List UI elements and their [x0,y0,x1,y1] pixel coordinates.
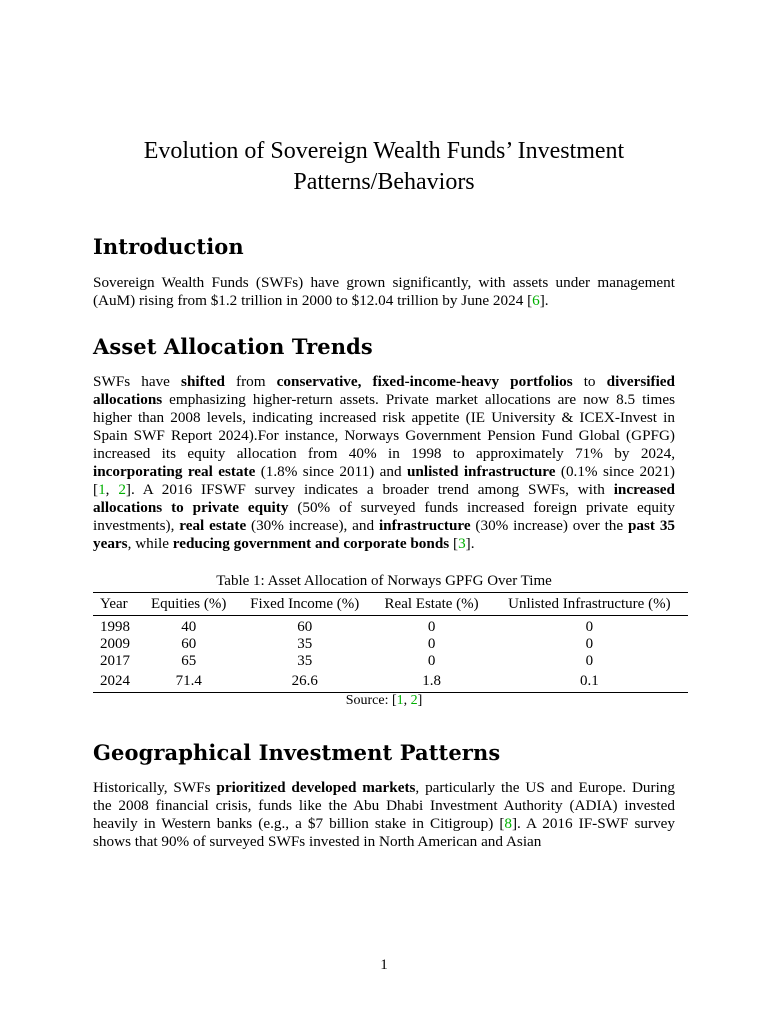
introduction-paragraph: Sovereign Wealth Funds (SWFs) have grown significantly, with assets under management (AuM) rising from $1.2 trillion in 2000 to $12.04 trillion by June 2024 [6]. [93,274,675,309]
column-header: Unlisted Infrastructure (%) [491,593,688,616]
table-header-row [93,593,688,616]
asset-allocation-heading: Asset Allocation Trends [93,334,373,359]
table-source: Source: [1, 2] [345,693,423,708]
geography-paragraph: Historically, SWFs prioritized developed markets, particularly the US and Europe. During the 2008 financial crisis, funds like the Abu Dhabi Investment Authority (ADIA) invested heavily in Western banks (e.g., a $7 billion stake in Citigroup) [8]. A 2016 IF-SWF survey shows that 90% of surveyed SWFs invested in North American and Asian [93,779,676,850]
table-row [93,636,688,653]
citation-link[interactable]: 2 [410,693,418,708]
table-cell: 35 [297,653,313,669]
table-cell: 2024 [93,670,140,693]
table-cell: 35 [297,636,313,652]
table-cell: 0 [427,653,436,669]
table-cell: 0 [427,636,436,652]
citation-link[interactable]: 3 [458,535,466,552]
table-cell: 0 [585,619,594,635]
page-title [93,136,675,198]
table-cell: 0 [585,653,594,669]
table-caption: Table 1: Asset Allocation of Norways GPFG Over Time [216,573,552,589]
citation-link[interactable]: 6 [532,292,540,309]
asset-allocation-paragraph: SWFs have shifted from conservative, fixed-income-heavy portfolios to diversified allocations emphasizing higher-return assets. Private market allocations are now 8.5 times higher than 2008 levels, indicating increased risk appetite (IE University & ICEX-Invest in Spain SWF Report 2024).For instance, Norways Government Pension Fund Global (GPFG) increased its equity allocation from 40% in 1998 to approximately 71% by 2024, incorporating real estate (1.8% since 2011) and unlisted infrastructure (0.1% since 2021) [1, 2]. A 2016 IFSWF survey indicates a broader trend among SWFs, with increased allocations to private equity (50% of surveyed funds increased foreign private equity investments), real estate (30% increase), and infrastructure (30% increase) over the past 35 years, while reducing government and corporate bonds [3]. [93,373,676,552]
table-cell: 40 [181,619,197,635]
column-header: Real Estate (%) [373,593,491,616]
table-cell: 65 [181,653,197,669]
geography-heading: Geographical Investment Patterns [93,740,501,765]
page-title-line-1: Evolution of Sovereign Wealth Funds’ Investment [143,138,625,164]
table-cell: 0.1 [491,670,688,693]
table-row [93,653,688,670]
table-cell: 2017 [100,653,130,669]
table-cell: 0 [427,619,436,635]
page-title-line-2: Patterns/Behaviors [293,169,475,195]
allocation-table [93,592,688,693]
table-cell: 71.4 [140,670,237,693]
citation-link[interactable]: 1 [98,481,106,498]
table-cell: 60 [297,619,313,635]
column-header: Year [93,593,140,616]
table-cell: 1998 [100,619,130,635]
table-cell: 60 [181,636,197,652]
table-cell: 1.8 [373,670,491,693]
column-header: Equities (%) [140,593,237,616]
page-number: 1 [380,957,388,973]
table-row [93,616,688,637]
column-header: Fixed Income (%) [237,593,373,616]
citation-link[interactable]: 1 [396,693,404,708]
table-row [93,670,688,693]
introduction-heading: Introduction [93,234,244,259]
citation-link[interactable]: 8 [504,815,512,832]
table-cell: 0 [585,636,594,652]
table-cell: 2009 [100,636,130,652]
citation-link[interactable]: 2 [118,481,126,498]
table-cell: 26.6 [237,670,373,693]
